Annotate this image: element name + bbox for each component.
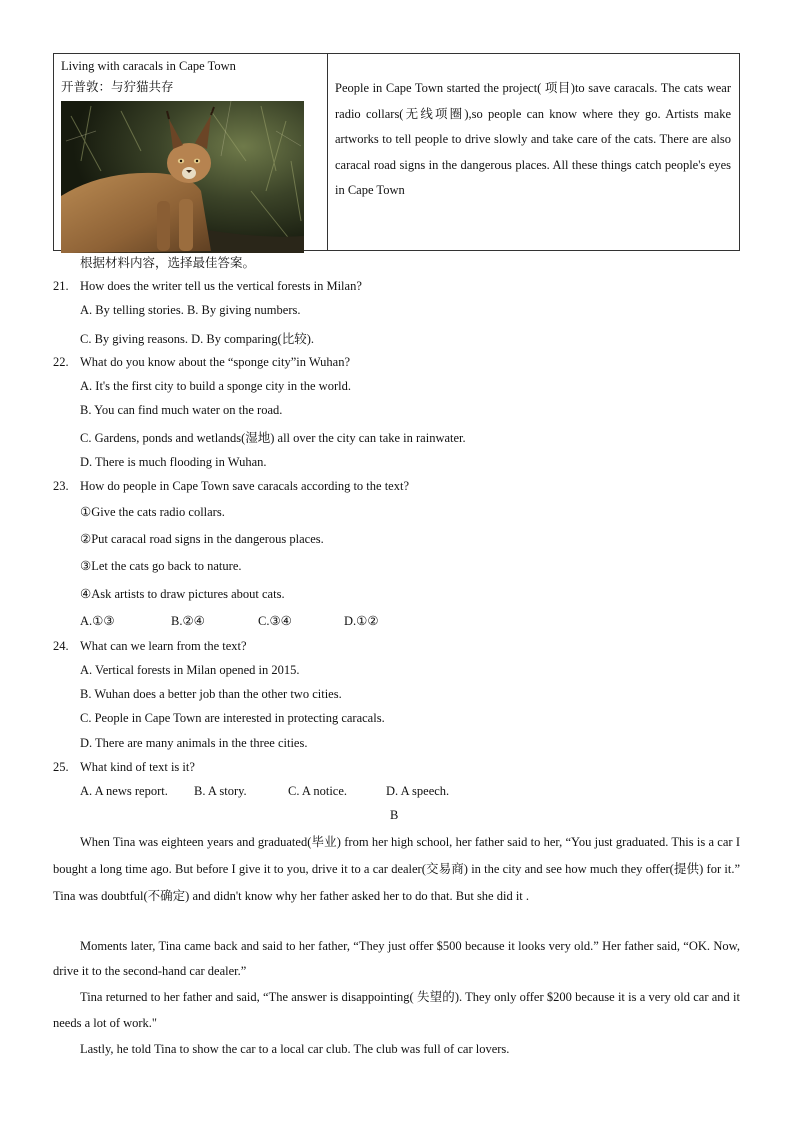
question-23-number: 23.	[53, 479, 69, 493]
question-21-text: How does the writer tell us the vertical forests in Milan?	[80, 279, 362, 293]
question-24-number: 24.	[53, 639, 69, 653]
question-23-choice-a: A.①③	[80, 614, 115, 628]
question-24-option-a: A. Vertical forests in Milan opened in 2015.	[80, 663, 300, 677]
question-22-text: What do you know about the “sponge city”in Wuhan?	[80, 355, 351, 369]
question-22-option-d: D. There is much flooding in Wuhan.	[80, 455, 267, 469]
question-25-choice-a: A. A news report.	[80, 784, 168, 798]
info-table	[53, 53, 740, 251]
question-21-options-row-1: A. By telling stories. B. By giving numbers.	[80, 303, 301, 317]
question-24-text: What can we learn from the text?	[80, 639, 247, 653]
question-25-choice-d: D. A speech.	[386, 784, 450, 798]
question-25-choice-c: C. A notice.	[288, 784, 348, 798]
question-23-text: How do people in Cape Town save caracals according to the text?	[80, 479, 409, 493]
table-title-cn: 开普敦：与狞猫共存	[61, 80, 174, 94]
question-22-option-b: B. You can find much water on the road.	[80, 403, 283, 417]
question-24-option-b: B. Wuhan does a better job than the other two cities.	[80, 687, 342, 701]
question-23-choice-d: D.①②	[344, 614, 379, 628]
passage-paragraph-2: Moments later, Tina came back and said to her father, “They just offer $500 because it looks very old.” Her father said, “OK. Now, drive it to the second-hand car dealer.”	[53, 939, 740, 978]
question-23-choice-b: B.②④	[171, 614, 205, 628]
question-25-text: What kind of text is it?	[80, 760, 195, 774]
question-22-number: 22.	[53, 355, 69, 369]
caracal-photo	[61, 101, 304, 253]
passage-paragraph-1: When Tina was eighteen years and graduated(毕业) from her high school, her father said to her, “You just graduated. This is a car I bought a long time ago. But before I give it to you, drive it to a car dealer(交易商) in the city and see how much they offer(提供) for it.” Tina was doubtful(不确定) and didn't know why her father asked her to do that. But she did it .	[53, 835, 740, 903]
table-right-cell: People in Cape Town started the project( 项目)to save caracals. The cats wear radio collars(无线项圈),so people can know where they go. Artists make artworks to tell people to drive slowly and take care of the cats. There are also caracal road signs in the dangerous places. All these things catch people's eyes in Cape Town	[335, 81, 731, 197]
question-24-option-c: C. People in Cape Town are interested in protecting caracals.	[80, 711, 385, 725]
question-24-option-d: D. There are many animals in the three cities.	[80, 736, 308, 750]
question-23-item-2: ②Put caracal road signs in the dangerous places.	[80, 532, 324, 546]
question-22-option-a: A. It's the first city to build a sponge city in the world.	[80, 379, 351, 393]
passage-paragraph-3: Tina returned to her father and said, “The answer is disappointing( 失望的). They only offer $200 because it is a very old car and it needs a lot of work."	[53, 990, 740, 1030]
question-22-option-c: C. Gardens, ponds and wetlands(湿地) all over the city can take in rainwater.	[80, 431, 466, 445]
section-b-heading: B	[390, 808, 399, 822]
instruction-text: 根据材料内容，选择最佳答案。	[80, 256, 256, 270]
question-23-item-3: ③Let the cats go back to nature.	[80, 559, 242, 573]
table-left-cell	[54, 54, 328, 250]
passage-paragraph-4: Lastly, he told Tina to show the car to a local car club. The club was full of car lovers.	[80, 1042, 510, 1056]
question-21-options-row-2: C. By giving reasons. D. By comparing(比较).	[80, 332, 315, 346]
question-25-number: 25.	[53, 760, 69, 774]
question-25-choice-b: B. A story.	[194, 784, 247, 798]
question-23-item-4: ④Ask artists to draw pictures about cats.	[80, 587, 285, 601]
table-title-en: Living with caracals in Cape Town	[61, 59, 236, 73]
caracal-image-icon	[61, 101, 304, 253]
question-23-item-1: ①Give the cats radio collars.	[80, 505, 225, 519]
question-23-choice-c: C.③④	[258, 614, 292, 628]
question-21-number: 21.	[53, 279, 69, 293]
